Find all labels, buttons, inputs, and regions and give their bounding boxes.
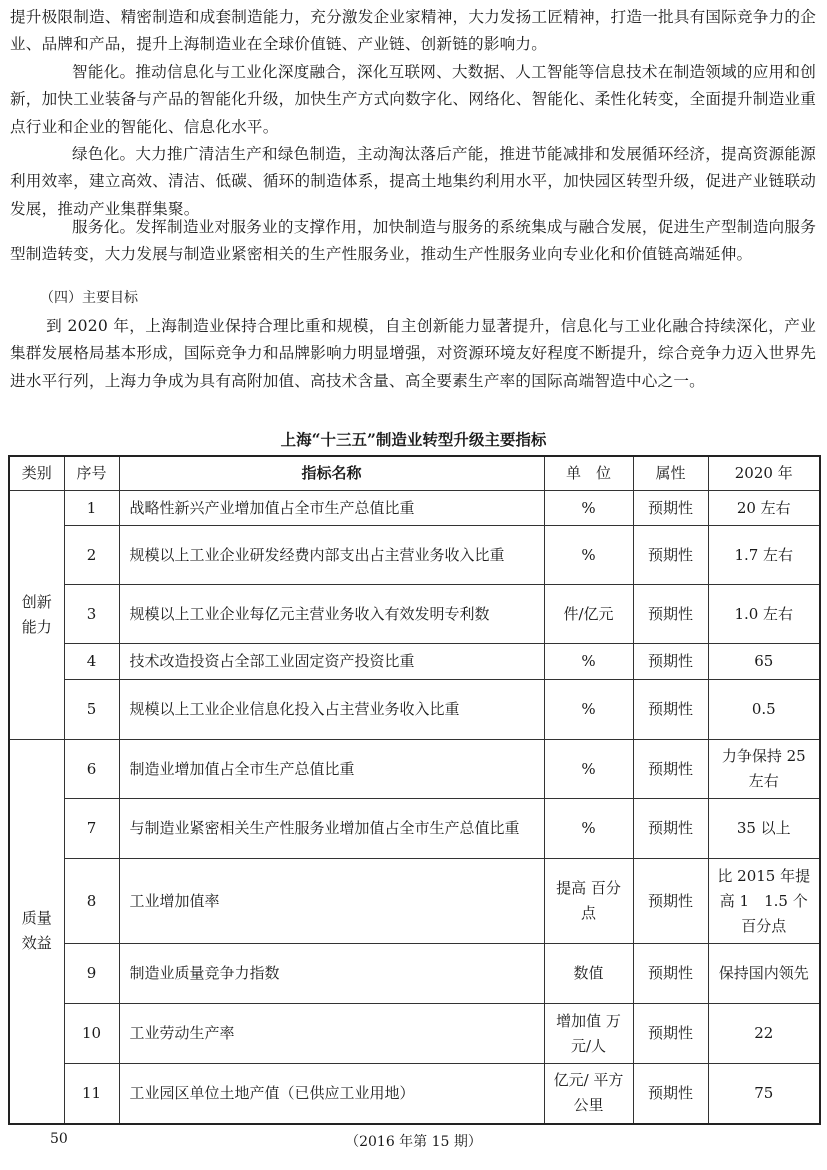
target-value: 1.0 左右	[708, 585, 820, 644]
paragraph-text: 服务化。发挥制造业对服务业的支撑作用，加快制造与服务的系统集成与融合发展，促进生产型制造向服务型制造转变，大力发展与制造业紧密相关的生产性服务业，推动生产性服务业向专业化和价值链高端延伸。	[10, 218, 816, 264]
table-row	[9, 680, 820, 740]
row-number: 3	[64, 585, 119, 644]
header-attribute: 属性	[633, 456, 708, 491]
table-row	[9, 799, 820, 859]
attribute: 预期性	[633, 585, 708, 644]
paragraph-intelligent	[10, 59, 816, 141]
unit: 数值	[544, 944, 633, 1004]
row-number: 5	[64, 680, 119, 740]
table-header-row	[9, 456, 820, 491]
unit: %	[544, 799, 633, 859]
row-number: 11	[64, 1064, 119, 1124]
table-row	[9, 1004, 820, 1064]
paragraph-text: 到 2020 年，上海制造业保持合理比重和规模，自主创新能力显著提升，信息化与工业化融合持续深化，产业集群发展格局基本形成，国际竞争力和品牌影响力明显增强，对资源环境友好程度不断提升，综合竞争力迈入世界先进水平行列，上海力争成为具有高附加值、高技术含量、高全要素生产率的国际高端智造中心之一。	[10, 317, 816, 390]
table-row	[9, 740, 820, 799]
row-number: 9	[64, 944, 119, 1004]
paragraph-goals	[10, 313, 816, 395]
indicator-name: 工业园区单位土地产值（已供应工业用地）	[119, 1064, 544, 1124]
paragraph-intro: 提升极限制造、精密制造和成套制造能力，充分激发企业家精神，大力发扬工匠精神，打造一批具有国际竞争力的企业、品牌和产品，提升上海制造业在全球价值链、产业链、创新链的影响力。	[10, 8, 816, 54]
row-number: 4	[64, 644, 119, 680]
attribute: 预期性	[633, 491, 708, 526]
attribute: 预期性	[633, 740, 708, 799]
table-row	[9, 585, 820, 644]
indicator-name: 工业增加值率	[119, 859, 544, 944]
unit: 增加值 万元/人	[544, 1004, 633, 1064]
unit: 件/亿元	[544, 585, 633, 644]
paragraph-text: 智能化。推动信息化与工业化深度融合，深化互联网、大数据、人工智能等信息技术在制造领域的应用和创新，加快工业装备与产品的智能化升级，加快生产方式向数字化、网络化、智能化、柔性化转变，全面提升制造业重点行业和企业的智能化、信息化水平。	[10, 63, 816, 136]
attribute: 预期性	[633, 644, 708, 680]
unit: 亿元/ 平方公里	[544, 1064, 633, 1124]
row-number: 7	[64, 799, 119, 859]
paragraph-green	[10, 141, 816, 223]
table-row	[9, 944, 820, 1004]
attribute: 预期性	[633, 799, 708, 859]
unit: %	[544, 526, 633, 585]
target-value: 75	[708, 1064, 820, 1124]
indicator-name: 规模以上工业企业信息化投入占主营业务收入比重	[119, 680, 544, 740]
target-value: 35 以上	[708, 799, 820, 859]
issue-label: （2016 年第 15 期）	[345, 1134, 482, 1150]
page-number: 50	[50, 1131, 68, 1147]
indicator-name: 战略性新兴产业增加值占全市生产总值比重	[119, 491, 544, 526]
table-row	[9, 1064, 820, 1124]
indicators-table	[8, 455, 821, 1125]
target-value: 保持国内领先	[708, 944, 820, 1004]
indicator-name: 与制造业紧密相关生产性服务业增加值占全市生产总值比重	[119, 799, 544, 859]
indicator-name: 制造业增加值占全市生产总值比重	[119, 740, 544, 799]
target-value: 20 左右	[708, 491, 820, 526]
attribute: 预期性	[633, 526, 708, 585]
attribute: 预期性	[633, 944, 708, 1004]
header-indicator-name: 指标名称	[119, 456, 544, 491]
target-value: 力争保持 25 左右	[708, 740, 820, 799]
section-heading: （四）主要目标	[40, 290, 138, 306]
paragraph-service	[10, 214, 816, 269]
target-value: 比 2015 年提高 1 1.5 个百分点	[708, 859, 820, 944]
table-row	[9, 526, 820, 585]
header-target-2020: 2020 年	[708, 456, 820, 491]
header-category: 类别	[9, 456, 64, 491]
row-number: 2	[64, 526, 119, 585]
indicator-name: 规模以上工业企业每亿元主营业务收入有效发明专利数	[119, 585, 544, 644]
target-value: 1.7 左右	[708, 526, 820, 585]
unit: 提高 百分点	[544, 859, 633, 944]
paragraph-text: 绿色化。大力推广清洁生产和绿色制造，主动淘汰落后产能，推进节能减排和发展循环经济，提高资源能源利用效率，建立高效、清洁、低碳、循环的制造体系，提高土地集约利用水平，加快园区转型升级，促进产业链联动发展，推动产业集群集聚。	[10, 145, 816, 218]
unit: %	[544, 680, 633, 740]
table-row	[9, 859, 820, 944]
category-cell: 质量效益	[9, 740, 64, 1124]
table-row	[9, 491, 820, 526]
unit: %	[544, 740, 633, 799]
indicator-name: 制造业质量竞争力指数	[119, 944, 544, 1004]
row-number: 6	[64, 740, 119, 799]
table-row	[9, 644, 820, 680]
attribute: 预期性	[633, 1004, 708, 1064]
header-number: 序号	[64, 456, 119, 491]
attribute: 预期性	[633, 859, 708, 944]
target-value: 0.5	[708, 680, 820, 740]
indicator-name: 规模以上工业企业研发经费内部支出占主营业务收入比重	[119, 526, 544, 585]
row-number: 10	[64, 1004, 119, 1064]
unit: %	[544, 491, 633, 526]
attribute: 预期性	[633, 680, 708, 740]
row-number: 1	[64, 491, 119, 526]
table-title: 上海“十三五”制造业转型升级主要指标	[280, 430, 547, 449]
indicator-name: 工业劳动生产率	[119, 1004, 544, 1064]
indicator-name: 技术改造投资占全部工业固定资产投资比重	[119, 644, 544, 680]
header-unit: 单 位	[544, 456, 633, 491]
target-value: 65	[708, 644, 820, 680]
row-number: 8	[64, 859, 119, 944]
attribute: 预期性	[633, 1064, 708, 1124]
category-cell: 创新能力	[9, 491, 64, 740]
unit: %	[544, 644, 633, 680]
target-value: 22	[708, 1004, 820, 1064]
